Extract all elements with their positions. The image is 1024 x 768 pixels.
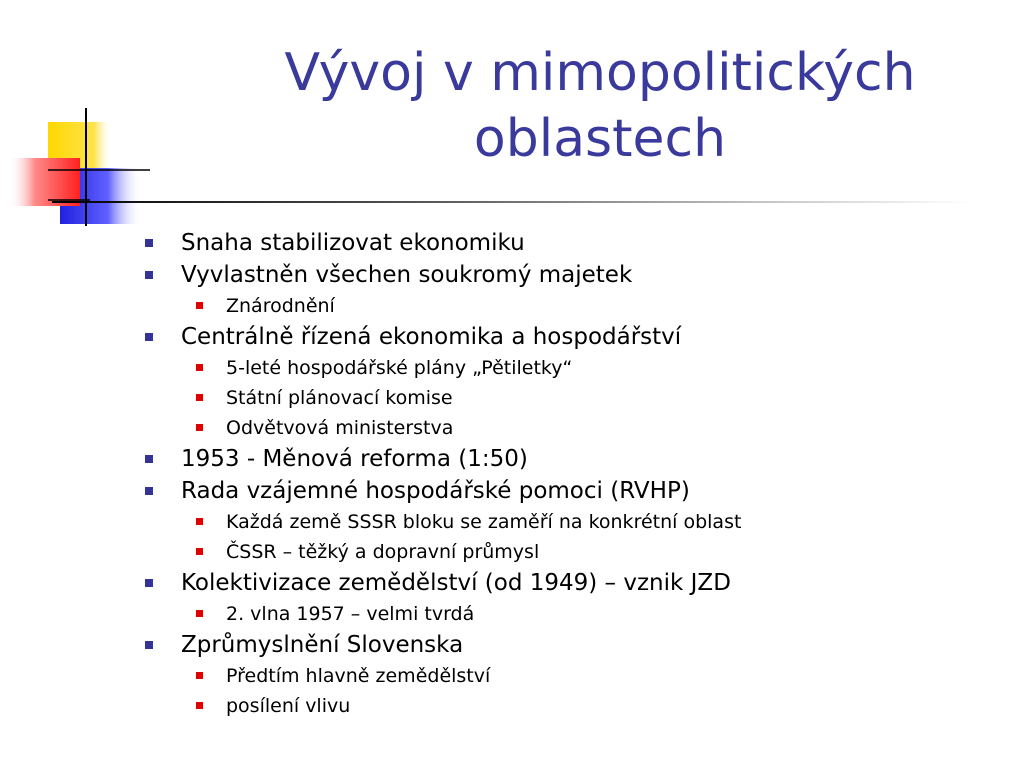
bullet-item: Centrálně řízená ekonomika a hospodářství <box>140 321 1000 353</box>
bullet-item: Zprůmyslnění Slovenska <box>140 629 1000 661</box>
sub-bullet-item: Státní plánovací komise <box>140 383 1000 413</box>
sub-bullet-item: 2. vlna 1957 – velmi tvrdá <box>140 599 1000 629</box>
bullet-list-container <box>140 227 1000 721</box>
bullet-list <box>140 227 1000 721</box>
decorative-squares-logo <box>10 108 150 233</box>
slide-title-line-2: oblastech <box>473 109 727 169</box>
sub-bullet-item: 5-leté hospodářské plány „Pětiletky“ <box>140 353 1000 383</box>
sub-bullet-item: posílení vlivu <box>140 691 1000 721</box>
bullet-item: Kolektivizace zemědělství (od 1949) – vznik JZD <box>140 567 1000 599</box>
title-divider <box>52 201 972 203</box>
slide-title <box>200 40 1000 172</box>
sub-bullet-item: Předtím hlavně zemědělství <box>140 661 1000 691</box>
sub-bullet-item: Každá země SSSR bloku se zaměří na konkrétní oblast <box>140 507 1000 537</box>
sub-bullet-item: ČSSR – těžký a dopravní průmysl <box>140 537 1000 567</box>
slide-title-line-1: Vývoj v mimopolitických <box>284 43 916 103</box>
sub-bullet-item: Odvětvová ministerstva <box>140 413 1000 443</box>
red-square <box>10 158 80 206</box>
bullet-item: Vyvlastněn všechen soukromý majetek <box>140 259 1000 291</box>
bullet-item: Rada vzájemné hospodářské pomoci (RVHP) <box>140 475 1000 507</box>
sub-bullet-item: Znárodnění <box>140 291 1000 321</box>
bullet-item: 1953 - Měnová reforma (1:50) <box>140 443 1000 475</box>
bullet-item: Snaha stabilizovat ekonomiku <box>140 227 1000 259</box>
